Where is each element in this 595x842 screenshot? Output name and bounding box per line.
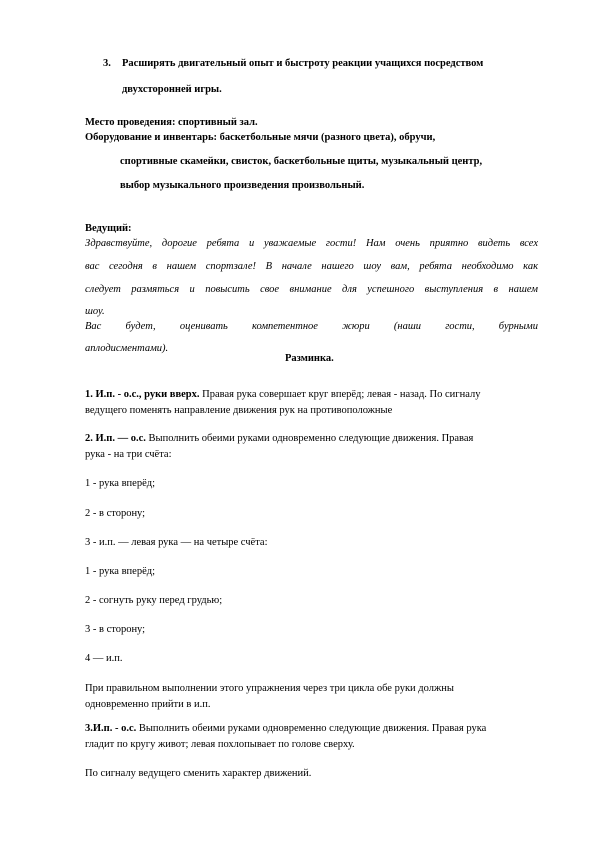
equipment-line1: Оборудование и инвентарь: баскетбольные мячи (разного цвета), обручи, — [85, 132, 436, 143]
step-item: 4 — и.п. — [85, 653, 123, 664]
exercise-2-text: Выполнить обеими руками одновременно следующие движения. Правая — [145, 433, 474, 444]
note-line1: При правильном выполнении этого упражнения через три цикла обе руки должны — [85, 683, 454, 694]
host-line: Вас будет, оценивать компетентное жюри (наши гости, бурными — [85, 321, 538, 332]
exercise-3-line1 — [85, 723, 486, 734]
host-line: вас сегодня в нашем спортзале! В начале нашего шоу вам, ребята необходимо как — [85, 261, 538, 272]
exercise-3-text: Выполнить обеими руками одновременно следующие движения. Правая рука — [136, 723, 487, 734]
step-item: 3 - в сторону; — [85, 624, 146, 635]
goal-number: 3. — [103, 58, 111, 69]
host-line: следует размяться и повысить свое внимание для успешного выступления в нашем — [85, 284, 538, 295]
exercise-2-line1 — [85, 433, 473, 444]
exercise-1-line2: ведущего поменять направление движения рук на противоположные — [85, 405, 393, 416]
equipment-line3: выбор музыкального произведения произвольный. — [120, 180, 365, 191]
exercise-2-line2: рука - на три счёта: — [85, 449, 172, 460]
equipment-line2: спортивные скамейки, свисток, баскетбольные щиты, музыкальный центр, — [120, 156, 483, 167]
host-label: Ведущий: — [85, 223, 132, 234]
host-line: Здравствуйте, дорогие ребята и уважаемые гости! Нам очень приятно видеть всех — [85, 238, 538, 249]
step-item: 3 - и.п. — левая рука — на четыре счёта: — [85, 537, 268, 548]
step-item: 1 - рука вперёд; — [85, 478, 155, 489]
venue: Место проведения: спортивный зал. — [85, 117, 258, 128]
host-line: аплодисментами). — [85, 343, 169, 354]
step-item: 2 - согнуть руку перед грудью; — [85, 595, 223, 606]
exercise-2-lead: 2. И.п. — о.с. — [85, 433, 146, 444]
exercise-1-lead: 1. И.п. - о.с., руки вверх. — [85, 389, 200, 400]
exercise-3-lead: 3.И.п. - о.с. — [85, 723, 137, 734]
final-instruction: По сигналу ведущего сменить характер движений. — [85, 768, 312, 779]
host-line: шоу. — [85, 306, 105, 317]
goal-text-line1: Расширять двигательный опыт и быстроту реакции учащихся посредством — [122, 58, 484, 69]
step-item: 2 - в сторону; — [85, 508, 146, 519]
exercise-3-line2: гладит по кругу живот; левая похлопывает по голове сверху. — [85, 739, 355, 750]
warmup-title: Разминка. — [285, 353, 334, 364]
exercise-1-line1 — [85, 389, 480, 400]
note-line2: одновременно прийти в и.п. — [85, 699, 211, 710]
step-item: 1 - рука вперёд; — [85, 566, 155, 577]
exercise-1-text: Правая рука совершает круг вперёд; левая - назад. По сигналу — [199, 389, 481, 400]
goal-text-line2: двухсторонней игры. — [122, 84, 222, 95]
